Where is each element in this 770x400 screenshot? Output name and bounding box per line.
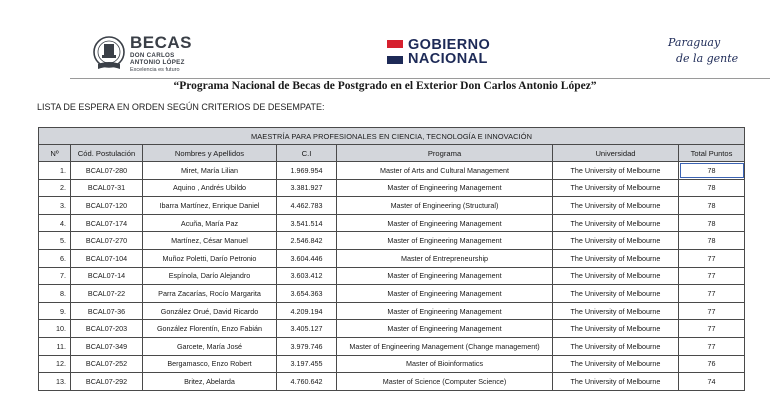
total-points: 77 — [679, 302, 745, 320]
column-header-name: Nombres y Apellidos — [143, 145, 277, 162]
applicant-name: Ibarra Martínez, Enrique Daniel — [143, 197, 277, 215]
total-points: 77 — [679, 337, 745, 355]
header-divider — [70, 78, 770, 79]
applicant-name: Britez, Abelarda — [143, 373, 277, 391]
total-points: 78 — [679, 197, 745, 215]
row-number: 9. — [39, 302, 71, 320]
gobierno-logo-line1: GOBIERNO — [408, 37, 491, 53]
table-row — [39, 197, 745, 215]
table-row — [39, 232, 745, 250]
program-name: Master of Engineering Management — [337, 214, 553, 232]
application-code: BCAL07-22 — [71, 285, 143, 303]
id-number: 3.541.514 — [277, 214, 337, 232]
university-name: The University of Melbourne — [553, 179, 679, 197]
application-code: BCAL07-252 — [71, 355, 143, 373]
program-name: Master of Engineering Management — [337, 232, 553, 250]
becas-logo-title: BECAS — [130, 33, 193, 52]
applicant-name: González Orué, David Ricardo — [143, 302, 277, 320]
total-points: 78 — [679, 179, 745, 197]
application-code: BCAL07-203 — [71, 320, 143, 338]
university-name: The University of Melbourne — [553, 267, 679, 285]
id-number: 2.546.842 — [277, 232, 337, 250]
flag-mark-icon — [387, 40, 403, 64]
application-code: BCAL07-120 — [71, 197, 143, 215]
program-name: Master of Engineering (Structural) — [337, 197, 553, 215]
program-name: Master of Entrepreneurship — [337, 249, 553, 267]
becas-logo-tagline: Excelencia es futuro — [130, 67, 180, 73]
total-points: 78 — [679, 214, 745, 232]
row-number: 5. — [39, 232, 71, 250]
id-number: 3.979.746 — [277, 337, 337, 355]
row-number: 4. — [39, 214, 71, 232]
id-number: 4.760.642 — [277, 373, 337, 391]
university-name: The University of Melbourne — [553, 197, 679, 215]
table-row — [39, 355, 745, 373]
applicant-name: Bergamasco, Enzo Robert — [143, 355, 277, 373]
table-row — [39, 337, 745, 355]
table-body — [39, 162, 745, 391]
table-row — [39, 214, 745, 232]
program-name: Master of Engineering Management (Change management) — [337, 337, 553, 355]
waiting-list-table — [38, 127, 745, 391]
row-number: 7. — [39, 267, 71, 285]
paraguay-logo-line2: de la gente — [676, 52, 739, 65]
program-name: Master of Arts and Cultural Management — [337, 162, 553, 180]
program-name: Master of Engineering Management — [337, 320, 553, 338]
id-number: 4.209.194 — [277, 302, 337, 320]
program-name: Master of Engineering Management — [337, 285, 553, 303]
id-number: 3.405.127 — [277, 320, 337, 338]
university-name: The University of Melbourne — [553, 285, 679, 303]
column-header-points: Total Puntos — [679, 145, 745, 162]
applicant-name: Garcete, María José — [143, 337, 277, 355]
applicant-name: Muñoz Poletti, Darío Petronio — [143, 249, 277, 267]
column-header-program: Programa — [337, 145, 553, 162]
id-number: 3.604.446 — [277, 249, 337, 267]
row-number: 11. — [39, 337, 71, 355]
program-title: “Programa Nacional de Becas de Postgrado en el Exterior Don Carlos Antonio López” — [173, 80, 597, 92]
total-points: 77 — [679, 285, 745, 303]
total-points: 77 — [679, 249, 745, 267]
paraguay-de-la-gente-logo — [668, 36, 748, 72]
gobierno-logo-line2: NACIONAL — [408, 51, 488, 67]
applicant-name: Parra Zacarías, Rocío Margarita — [143, 285, 277, 303]
id-number: 1.969.954 — [277, 162, 337, 180]
university-name: The University of Melbourne — [553, 232, 679, 250]
applicant-name: Miret, María Lilian — [143, 162, 277, 180]
program-name: Master of Engineering Management — [337, 267, 553, 285]
application-code: BCAL07-270 — [71, 232, 143, 250]
table-row — [39, 162, 745, 180]
university-name: The University of Melbourne — [553, 302, 679, 320]
table-row — [39, 249, 745, 267]
applicant-name: Aquino , Andrés Ubildo — [143, 179, 277, 197]
row-number: 3. — [39, 197, 71, 215]
applicant-name: Acuña, María Paz — [143, 214, 277, 232]
application-code: BCAL07-349 — [71, 337, 143, 355]
gobierno-nacional-logo — [387, 38, 497, 70]
total-points: 78 — [679, 232, 745, 250]
application-code: BCAL07-174 — [71, 214, 143, 232]
table-row — [39, 267, 745, 285]
application-code: BCAL07-280 — [71, 162, 143, 180]
university-name: The University of Melbourne — [553, 214, 679, 232]
column-header-code: Cód. Postulación — [71, 145, 143, 162]
row-number: 12. — [39, 355, 71, 373]
program-name: Master of Bioinformatics — [337, 355, 553, 373]
university-name: The University of Melbourne — [553, 320, 679, 338]
id-number: 3.197.455 — [277, 355, 337, 373]
university-name: The University of Melbourne — [553, 373, 679, 391]
program-name: Master of Science (Computer Science) — [337, 373, 553, 391]
total-points: 74 — [679, 373, 745, 391]
table-header-row — [39, 145, 745, 162]
row-number: 2. — [39, 179, 71, 197]
program-name: Master of Engineering Management — [337, 179, 553, 197]
id-number: 3.381.927 — [277, 179, 337, 197]
column-header-number: Nº — [39, 145, 71, 162]
applicant-name: Martínez, César Manuel — [143, 232, 277, 250]
applicant-name: González Florentín, Enzo Fabián — [143, 320, 277, 338]
university-name: The University of Melbourne — [553, 355, 679, 373]
row-number: 10. — [39, 320, 71, 338]
application-code: BCAL07-36 — [71, 302, 143, 320]
table-row — [39, 285, 745, 303]
table-row — [39, 302, 745, 320]
application-code: BCAL07-14 — [71, 267, 143, 285]
application-code: BCAL07-292 — [71, 373, 143, 391]
application-code: BCAL07-31 — [71, 179, 143, 197]
id-number: 4.462.783 — [277, 197, 337, 215]
row-number: 13. — [39, 373, 71, 391]
document-header — [0, 0, 770, 80]
university-name: The University of Melbourne — [553, 337, 679, 355]
column-header-ci: C.I — [277, 145, 337, 162]
total-points: 76 — [679, 355, 745, 373]
program-name: Master of Engineering Management — [337, 302, 553, 320]
applicant-name: Espínola, Darío Alejandro — [143, 267, 277, 285]
total-points: 77 — [679, 320, 745, 338]
row-number: 6. — [39, 249, 71, 267]
row-number: 1. — [39, 162, 71, 180]
table-row — [39, 373, 745, 391]
application-code: BCAL07-104 — [71, 249, 143, 267]
university-name: The University of Melbourne — [553, 162, 679, 180]
university-name: The University of Melbourne — [553, 249, 679, 267]
total-points: 78 — [679, 162, 745, 180]
becas-logo — [92, 30, 192, 78]
id-number: 3.603.412 — [277, 267, 337, 285]
waiting-list-title: LISTA DE ESPERA EN ORDEN SEGÚN CRITERIOS DE DESEMPATE: — [37, 102, 325, 112]
paraguay-logo-line1: Paraguay — [668, 36, 721, 49]
becas-logo-subtitle: DON CARLOS — [130, 52, 175, 59]
table-banner-row — [39, 128, 745, 145]
table-row — [39, 179, 745, 197]
seal-icon — [92, 36, 126, 72]
table-row — [39, 320, 745, 338]
id-number: 3.654.363 — [277, 285, 337, 303]
table-banner: MAESTRÍA PARA PROFESIONALES EN CIENCIA, TECNOLOGÍA E INNOVACIÓN — [39, 128, 745, 145]
column-header-university: Universidad — [553, 145, 679, 162]
becas-logo-subtitle-2: ANTONIO LÓPEZ — [130, 59, 185, 66]
total-points: 77 — [679, 267, 745, 285]
row-number: 8. — [39, 285, 71, 303]
